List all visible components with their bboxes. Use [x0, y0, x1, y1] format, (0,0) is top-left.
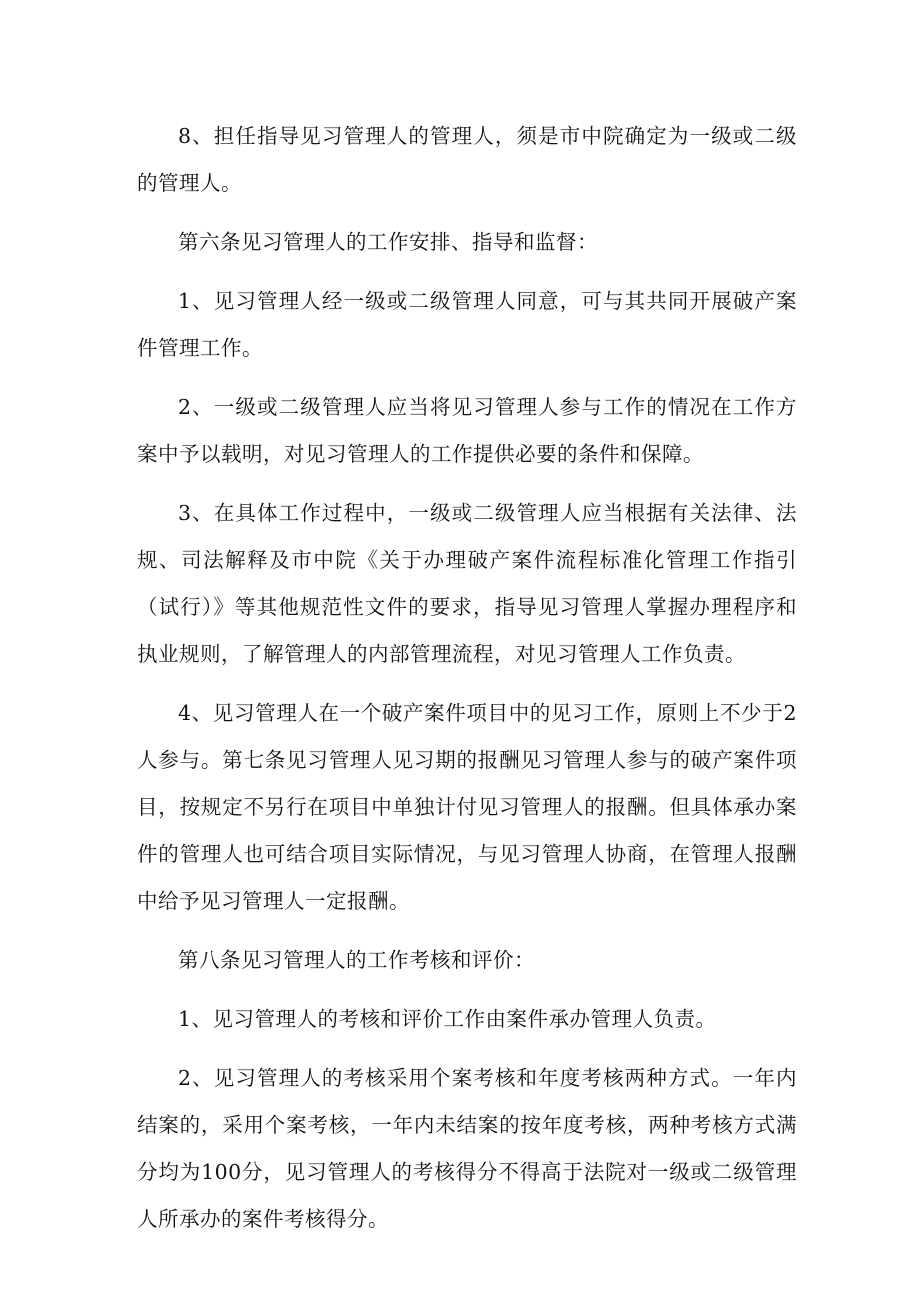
paragraph-article6-item-3: 3、在具体工作过程中，一级或二级管理人应当根据有关法律、法规、司法解释及市中院《关于办理破产案件流程标准化管理工作指引（试行）》等其他规范性文件的要求，指导见习管理人掌握办理程序和执业规则，了解管理人的内部管理流程，对见习管理人工作负责。 [137, 501, 797, 666]
paragraph-article8-item-2: 2、见习管理人的考核采用个案考核和年度考核两种方式。一年内结案的，采用个案考核，一年内未结案的按年度考核，两种考核方式满分均为100分，见习管理人的考核得分不得高于法院对一级或二级管理人所承办的案件考核得分。 [137, 1066, 797, 1231]
paragraph-item-8: 8、担任指导见习管理人的管理人，须是市中院确定为一级或二级的管理人。 [137, 124, 797, 195]
paragraph-article6-item-2: 2、一级或二级管理人应当将见习管理人参与工作的情况在工作方案中予以载明，对见习管理人的工作提供必要的条件和保障。 [137, 395, 797, 466]
document-body [137, 113, 797, 1255]
article-6-heading: 第六条见习管理人的工作安排、指导和监督： [178, 230, 598, 254]
paragraph-article6-item-1: 1、见习管理人经一级或二级管理人同意，可与其共同开展破产案件管理工作。 [137, 289, 797, 360]
article-8-heading: 第八条见习管理人的工作考核和评价： [178, 948, 535, 972]
paragraph-article8-item-1: 1、见习管理人的考核和评价工作由案件承办管理人负责。 [178, 1007, 717, 1031]
paragraph-article6-item-4: 4、见习管理人在一个破产案件项目中的见习工作，原则上不少于2人参与。第七条见习管理人见习期的报酬见习管理人参与的破产案件项目，按规定不另行在项目中单独计付见习管理人的报酬。但具体承办案件的管理人也可结合项目实际情况，与见习管理人协商，在管理人报酬中给予见习管理人一定报酬。 [137, 701, 797, 913]
